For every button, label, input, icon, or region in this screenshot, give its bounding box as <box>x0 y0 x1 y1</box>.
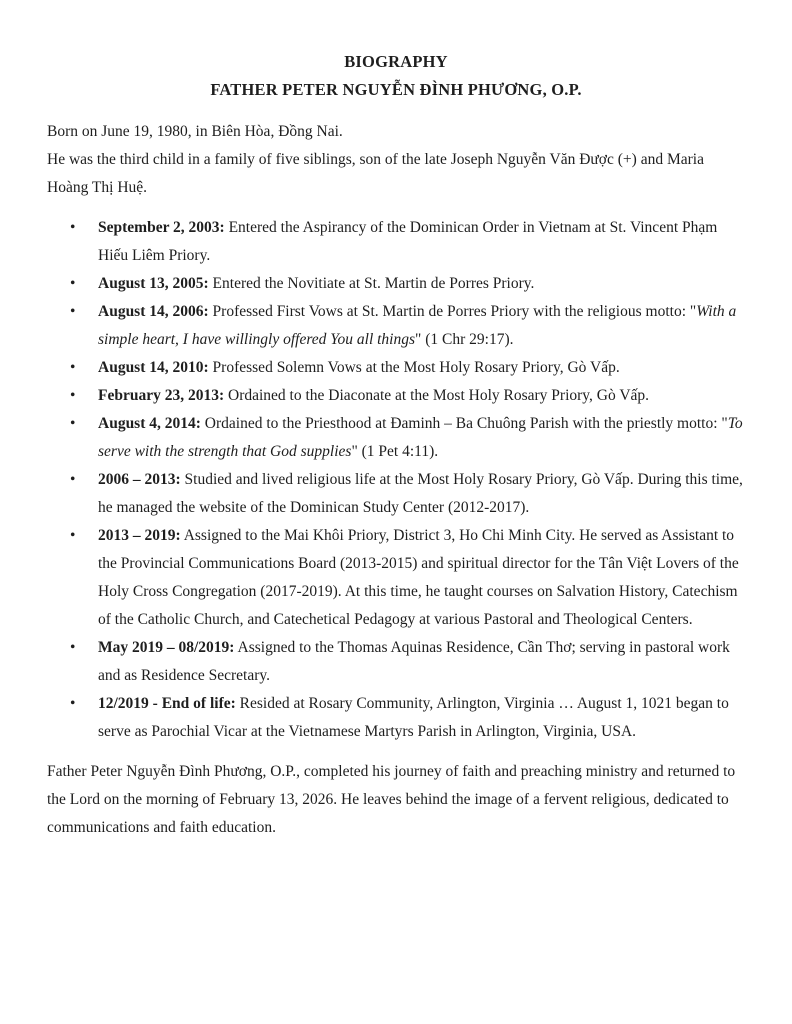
document-subtitle: FATHER PETER NGUYỄN ĐÌNH PHƯƠNG, O.P. <box>210 80 582 99</box>
timeline-item <box>47 298 745 354</box>
timeline-text-segment: May 2019 – 08/2019: <box>98 639 235 656</box>
timeline-text-segment: Entered the Novitiate at St. Martin de Porres Priory. <box>208 275 535 292</box>
intro-paragraph-family: He was the third child in a family of five siblings, son of the late Joseph Nguyễn Văn Được (+) and Maria Hoàng Thị Huệ. <box>47 151 704 196</box>
timeline-text-segment: Professed Solemn Vows at the Most Holy Rosary Priory, Gò Vấp. <box>208 359 620 376</box>
timeline-text-segment: 2013 – 2019: <box>98 527 181 544</box>
timeline-text-segment: Assigned to the Mai Khôi Priory, District 3, Ho Chi Minh City. He served as Assistant to the Provincial Communications Board (2013-2015) and spiritual director for the Tân Việt Lovers of the Holy Cross Congregation (2017-2019). At this time, he taught courses on Salvation History, Catechism of the Catholic Church, and Catechetical Pedagogy at various Pastoral and Theological Centers. <box>98 527 739 628</box>
timeline-text-segment: Ordained to the Diaconate at the Most Holy Rosary Priory, Gò Vấp. <box>224 387 650 404</box>
closing-paragraph: Father Peter Nguyễn Đình Phương, O.P., completed his journey of faith and preaching ministry and returned to the Lord on the morning of February 13, 2026. He leaves behind the image of a fervent religious, dedicated to communications and faith education. <box>47 763 736 836</box>
timeline-item <box>47 270 745 298</box>
timeline-text-segment: Assigned to the Thomas Aquinas Residence, Cần Thơ; serving in pastoral work and as Residence Secretary. <box>98 639 730 684</box>
timeline-text-segment: " (1 Chr 29:17). <box>415 331 514 348</box>
timeline-item <box>47 522 745 634</box>
timeline-item <box>47 214 745 270</box>
timeline-item <box>47 410 745 466</box>
timeline-item <box>47 690 745 746</box>
timeline-text-segment: 12/2019 - End of life: <box>98 695 236 712</box>
timeline-text-segment: February 23, 2013: <box>98 387 225 404</box>
timeline-list <box>47 214 745 746</box>
timeline-text-segment: August 14, 2010: <box>98 359 209 376</box>
timeline-text-segment: " (1 Pet 4:11). <box>351 443 439 460</box>
timeline-text-segment: August 14, 2006: <box>98 303 209 320</box>
timeline-text-segment: August 13, 2005: <box>98 275 209 292</box>
timeline-text-segment: With a simple heart, I have willingly offered You all things <box>98 303 737 348</box>
timeline-item <box>47 382 745 410</box>
timeline-text-segment: To serve with the strength that God supplies <box>98 415 743 460</box>
timeline-text-segment: Studied and lived religious life at the Most Holy Rosary Priory, Gò Vấp. During this time, he managed the website of the Dominican Study Center (2012-2017). <box>98 471 743 516</box>
timeline-text-segment: Ordained to the Priesthood at Đaminh – Ba Chuông Parish with the priestly motto: " <box>200 415 728 432</box>
timeline-text-segment: Professed First Vows at St. Martin de Porres Priory with the religious motto: " <box>208 303 697 320</box>
timeline-text-segment: Resided at Rosary Community, Arlington, Virginia … August 1, 1021 began to serve as Parochial Vicar at the Vietnamese Martyrs Parish in Arlington, Virginia, USA. <box>98 695 729 740</box>
timeline-item <box>47 466 745 522</box>
timeline-text-segment: 2006 – 2013: <box>98 471 181 488</box>
timeline-text-segment: August 4, 2014: <box>98 415 201 432</box>
timeline-text-segment: Entered the Aspirancy of the Dominican Order in Vietnam at St. Vincent Phạm Hiếu Liêm Priory. <box>98 219 718 264</box>
document-title: BIOGRAPHY <box>344 52 448 71</box>
timeline-text-segment: September 2, 2003: <box>98 219 225 236</box>
timeline-item <box>47 634 745 690</box>
intro-paragraph-birth: Born on June 19, 1980, in Biên Hòa, Đồng Nai. <box>47 123 343 140</box>
timeline-item <box>47 354 745 382</box>
